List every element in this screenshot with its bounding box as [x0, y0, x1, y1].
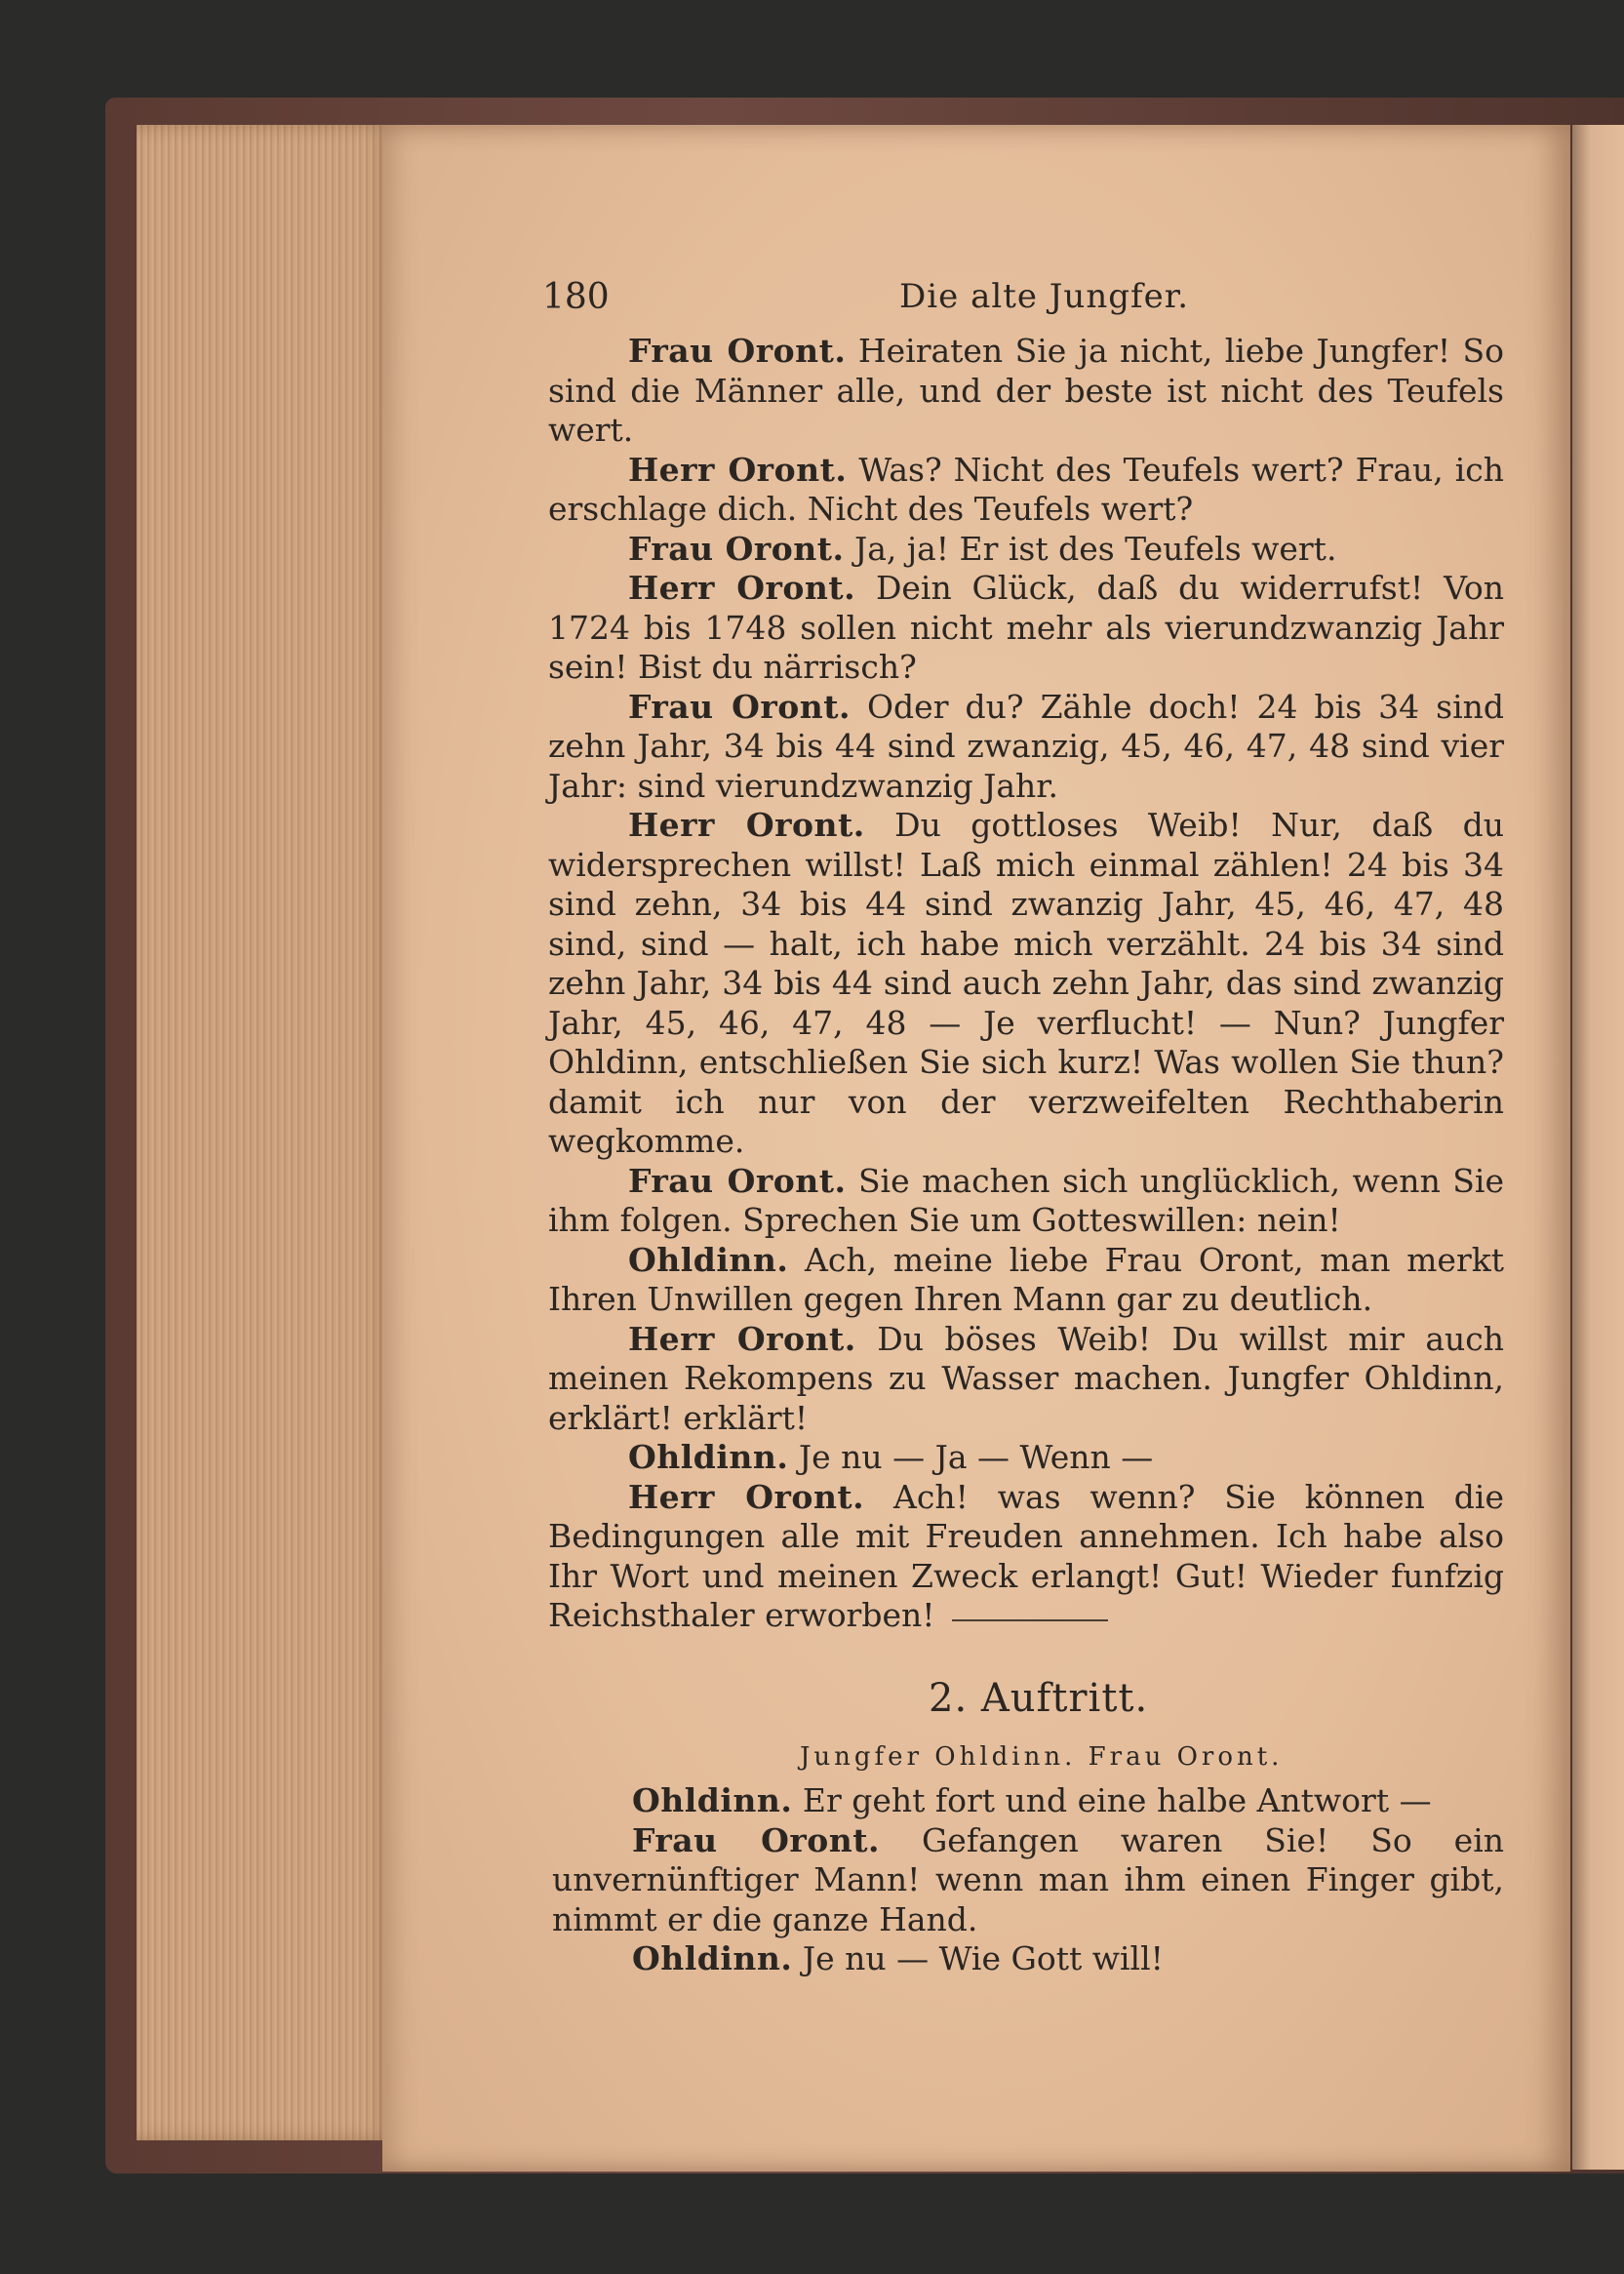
line-text: Dein Glück, daß du widerrufst! Von 1724 bis 1748 sollen nicht mehr als vierundzwanzig Jahr sein! Bist du närrisch?	[548, 569, 1504, 686]
speaker-name: Herr Oront.	[628, 1477, 865, 1516]
page-header	[542, 277, 1508, 320]
line-text: Oder du? Zähle doch! 24 bis 34 sind zehn Jahr, 34 bis 44 sind zwanzig, 45, 46, 47, 48 sind vier Jahr: sind vierundzwanzig Jahr.	[548, 687, 1504, 805]
dialogue-line	[548, 1478, 1504, 1636]
dialogue-line	[548, 1320, 1504, 1439]
speaker-name: Herr Oront.	[628, 450, 848, 489]
speaker-name: Herr Oront.	[628, 569, 856, 607]
dialogue-line	[548, 806, 1504, 1162]
dialogue-line	[548, 1241, 1504, 1320]
line-text: Je nu — Ja — Wenn —	[798, 1438, 1154, 1476]
line-text: Was? Nicht des Teufels wert? Frau, ich erschlage dich. Nicht des Teufels wert?	[548, 450, 1504, 528]
dialogue-line	[552, 1821, 1504, 1940]
line-text: Ja, ja! Er ist des Teufels wert.	[853, 529, 1337, 568]
speaker-name: Herr Oront.	[628, 806, 865, 844]
running-title: Die alte Jungfer.	[899, 277, 1190, 316]
dialogue-line	[552, 1939, 1504, 1979]
dialogue-block	[548, 332, 1504, 1636]
scene-cast: Jungfer Ohldinn. Frau Oront.	[800, 1742, 1284, 1772]
dialogue-line	[548, 530, 1504, 570]
speaker-name: Frau Oront.	[628, 687, 851, 726]
speaker-name: Frau Oront.	[628, 1161, 847, 1200]
dialogue-line	[548, 451, 1504, 530]
speaker-name: Ohldinn.	[632, 1939, 793, 1977]
speaker-name: Ohldinn.	[628, 1438, 789, 1476]
scene-dialogue-block	[552, 1781, 1504, 1979]
line-text: Er geht fort und eine halbe Antwort —	[802, 1781, 1432, 1819]
page-number: 180	[542, 277, 610, 317]
dialogue-line	[548, 332, 1504, 451]
dialogue-line	[548, 1438, 1504, 1478]
speaker-name: Herr Oront.	[628, 1319, 856, 1358]
dialogue-line	[548, 569, 1504, 688]
scene-title: 2. Auftritt.	[929, 1676, 1149, 1721]
line-text: Du böses Weib! Du willst mir auch meinen Rekompens zu Wasser machen. Jungfer Ohldinn, erklärt! erklärt!	[548, 1319, 1505, 1437]
dialogue-line	[548, 1162, 1504, 1241]
speaker-name: Ohldinn.	[628, 1240, 789, 1279]
line-text: Sie machen sich unglücklich, wenn Sie ihm folgen. Sprechen Sie um Gotteswillen: nein!	[548, 1161, 1504, 1239]
page-edges	[137, 125, 392, 2140]
speaker-name: Frau Oront.	[628, 529, 845, 568]
dialogue-line	[548, 688, 1504, 807]
section-divider	[952, 1619, 1108, 1621]
facing-page-edge	[1572, 125, 1624, 2170]
dialogue-line	[552, 1781, 1504, 1821]
line-text: Heiraten Sie ja nicht, liebe Jungfer! So sind die Männer alle, und der beste ist nicht des Teufels wert.	[548, 332, 1504, 449]
speaker-name: Frau Oront.	[628, 332, 847, 370]
line-text: Je nu — Wie Gott will!	[802, 1939, 1164, 1977]
speaker-name: Ohldinn.	[632, 1781, 793, 1819]
line-text: Du gottloses Weib! Nur, daß du widersprechen willst! Laß mich einmal zählen! 24 bis 34 sind zehn, 34 bis 44 sind zwanzig Jahr, 45, 46, 47, 48 sind, sind — halt, ich habe mich verzählt. 24 bis 34 sind zehn Jahr, 34 bis 44 sind auch zehn Jahr, das sind zwanzig Jahr, 45, 46, 47, 48 — Je verflucht! — Nun? Jungfer Ohldinn, entschließen Sie sich kurz! Was wollen Sie thun? damit ich nur von der verzweifelten Rechthaberin wegkomme.	[548, 806, 1504, 1160]
line-text: Gefangen waren Sie! So ein unvernünftiger Mann! wenn man ihm einen Finger gibt, nimmt er die ganze Hand.	[552, 1820, 1505, 1938]
line-text: Ach! was wenn? Sie können die Bedingungen alle mit Freuden annehmen. Ich habe also Ihr Wort und meinen Zweck erlangt! Gut! Wieder funfzig Reichsthaler erworben!	[548, 1477, 1504, 1634]
line-text: Ach, meine liebe Frau Oront, man merkt Ihren Unwillen gegen Ihren Mann gar zu deutlich.	[548, 1240, 1504, 1318]
speaker-name: Frau Oront.	[632, 1820, 880, 1859]
